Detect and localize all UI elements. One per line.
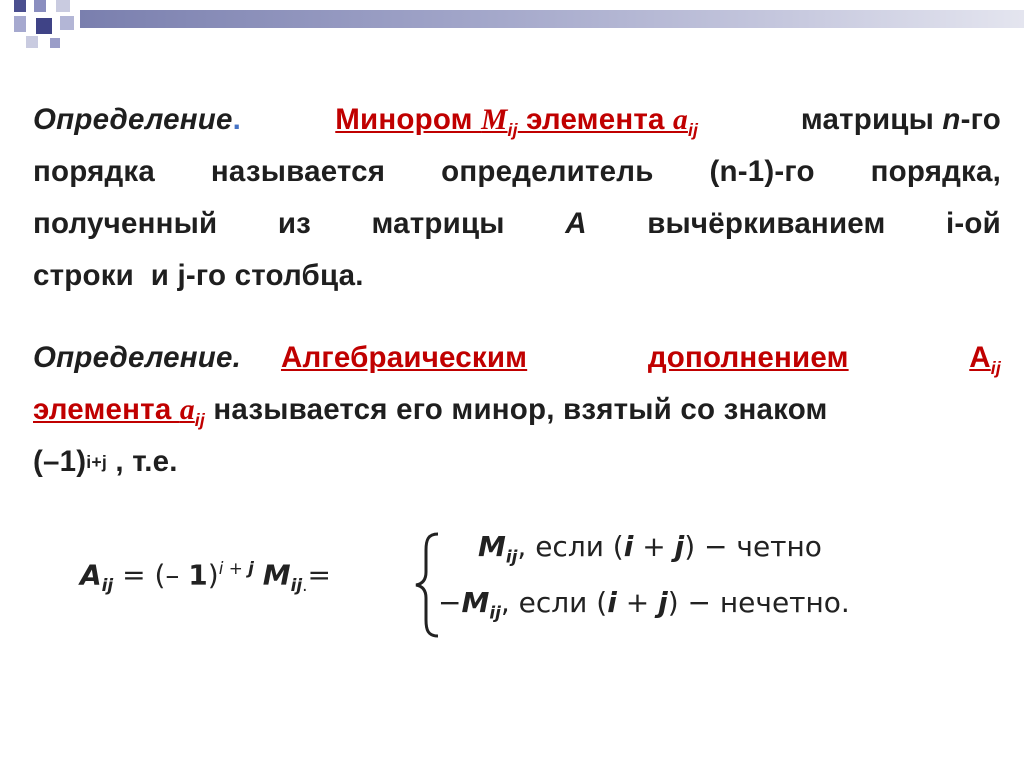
corner-square-5 — [36, 18, 52, 34]
cofactor-term: Алгебраическим дополнением $A_{ij}$ — [280, 341, 1001, 378]
corner-square-2 — [34, 0, 46, 12]
formula-lhs: $A_{ij}$ = (– 1)$^{i + j}$ $M_{ij.}=$ — [80, 558, 331, 595]
definition-minor-line-3: полученный из матрицы A вычёркиванием i-ой — [33, 207, 1001, 240]
definition-cofactor — [33, 332, 1001, 488]
corner-square-6 — [60, 16, 74, 30]
definition-minor-line-4: строки и j-го столбца. — [33, 259, 364, 292]
definition-label-2: Определение. — [33, 341, 241, 374]
minor-term: Минором $M_{ij}$ элемента $a_{ij}$ — [335, 103, 699, 140]
corner-square-4 — [14, 16, 26, 32]
definition-minor — [33, 94, 1001, 302]
formula-case-odd: $-M_{ij}$, если (i + j) − нечетно. — [438, 586, 850, 623]
definition-label: Определение — [33, 103, 233, 136]
corner-square-8 — [50, 38, 60, 48]
title-bar-decoration — [80, 10, 1024, 28]
definition-cofactor-line-2: элемента $a_{ij}$ называется его минор, взятый со знаком — [33, 393, 828, 430]
definition-cofactor-line-3: (–1) i+j , т.е. — [33, 445, 178, 478]
corner-square-7 — [26, 36, 38, 48]
corner-square-1 — [14, 0, 26, 12]
definition-minor-line-2: порядка называется определитель (n-1)-го порядка, — [33, 155, 1001, 188]
formula-case-even: $M_{ij}$, если (i + j) − четно — [478, 530, 822, 567]
definition-minor-line-1: Определение. Минором $M_{ij}$ элемента $a_{ij}$ матрицы n-го — [33, 94, 1001, 146]
cofactor-formula — [80, 528, 980, 638]
corner-square-3 — [56, 0, 70, 12]
definition-cofactor-line-1 — [33, 332, 1001, 384]
curly-brace-icon — [412, 530, 442, 640]
